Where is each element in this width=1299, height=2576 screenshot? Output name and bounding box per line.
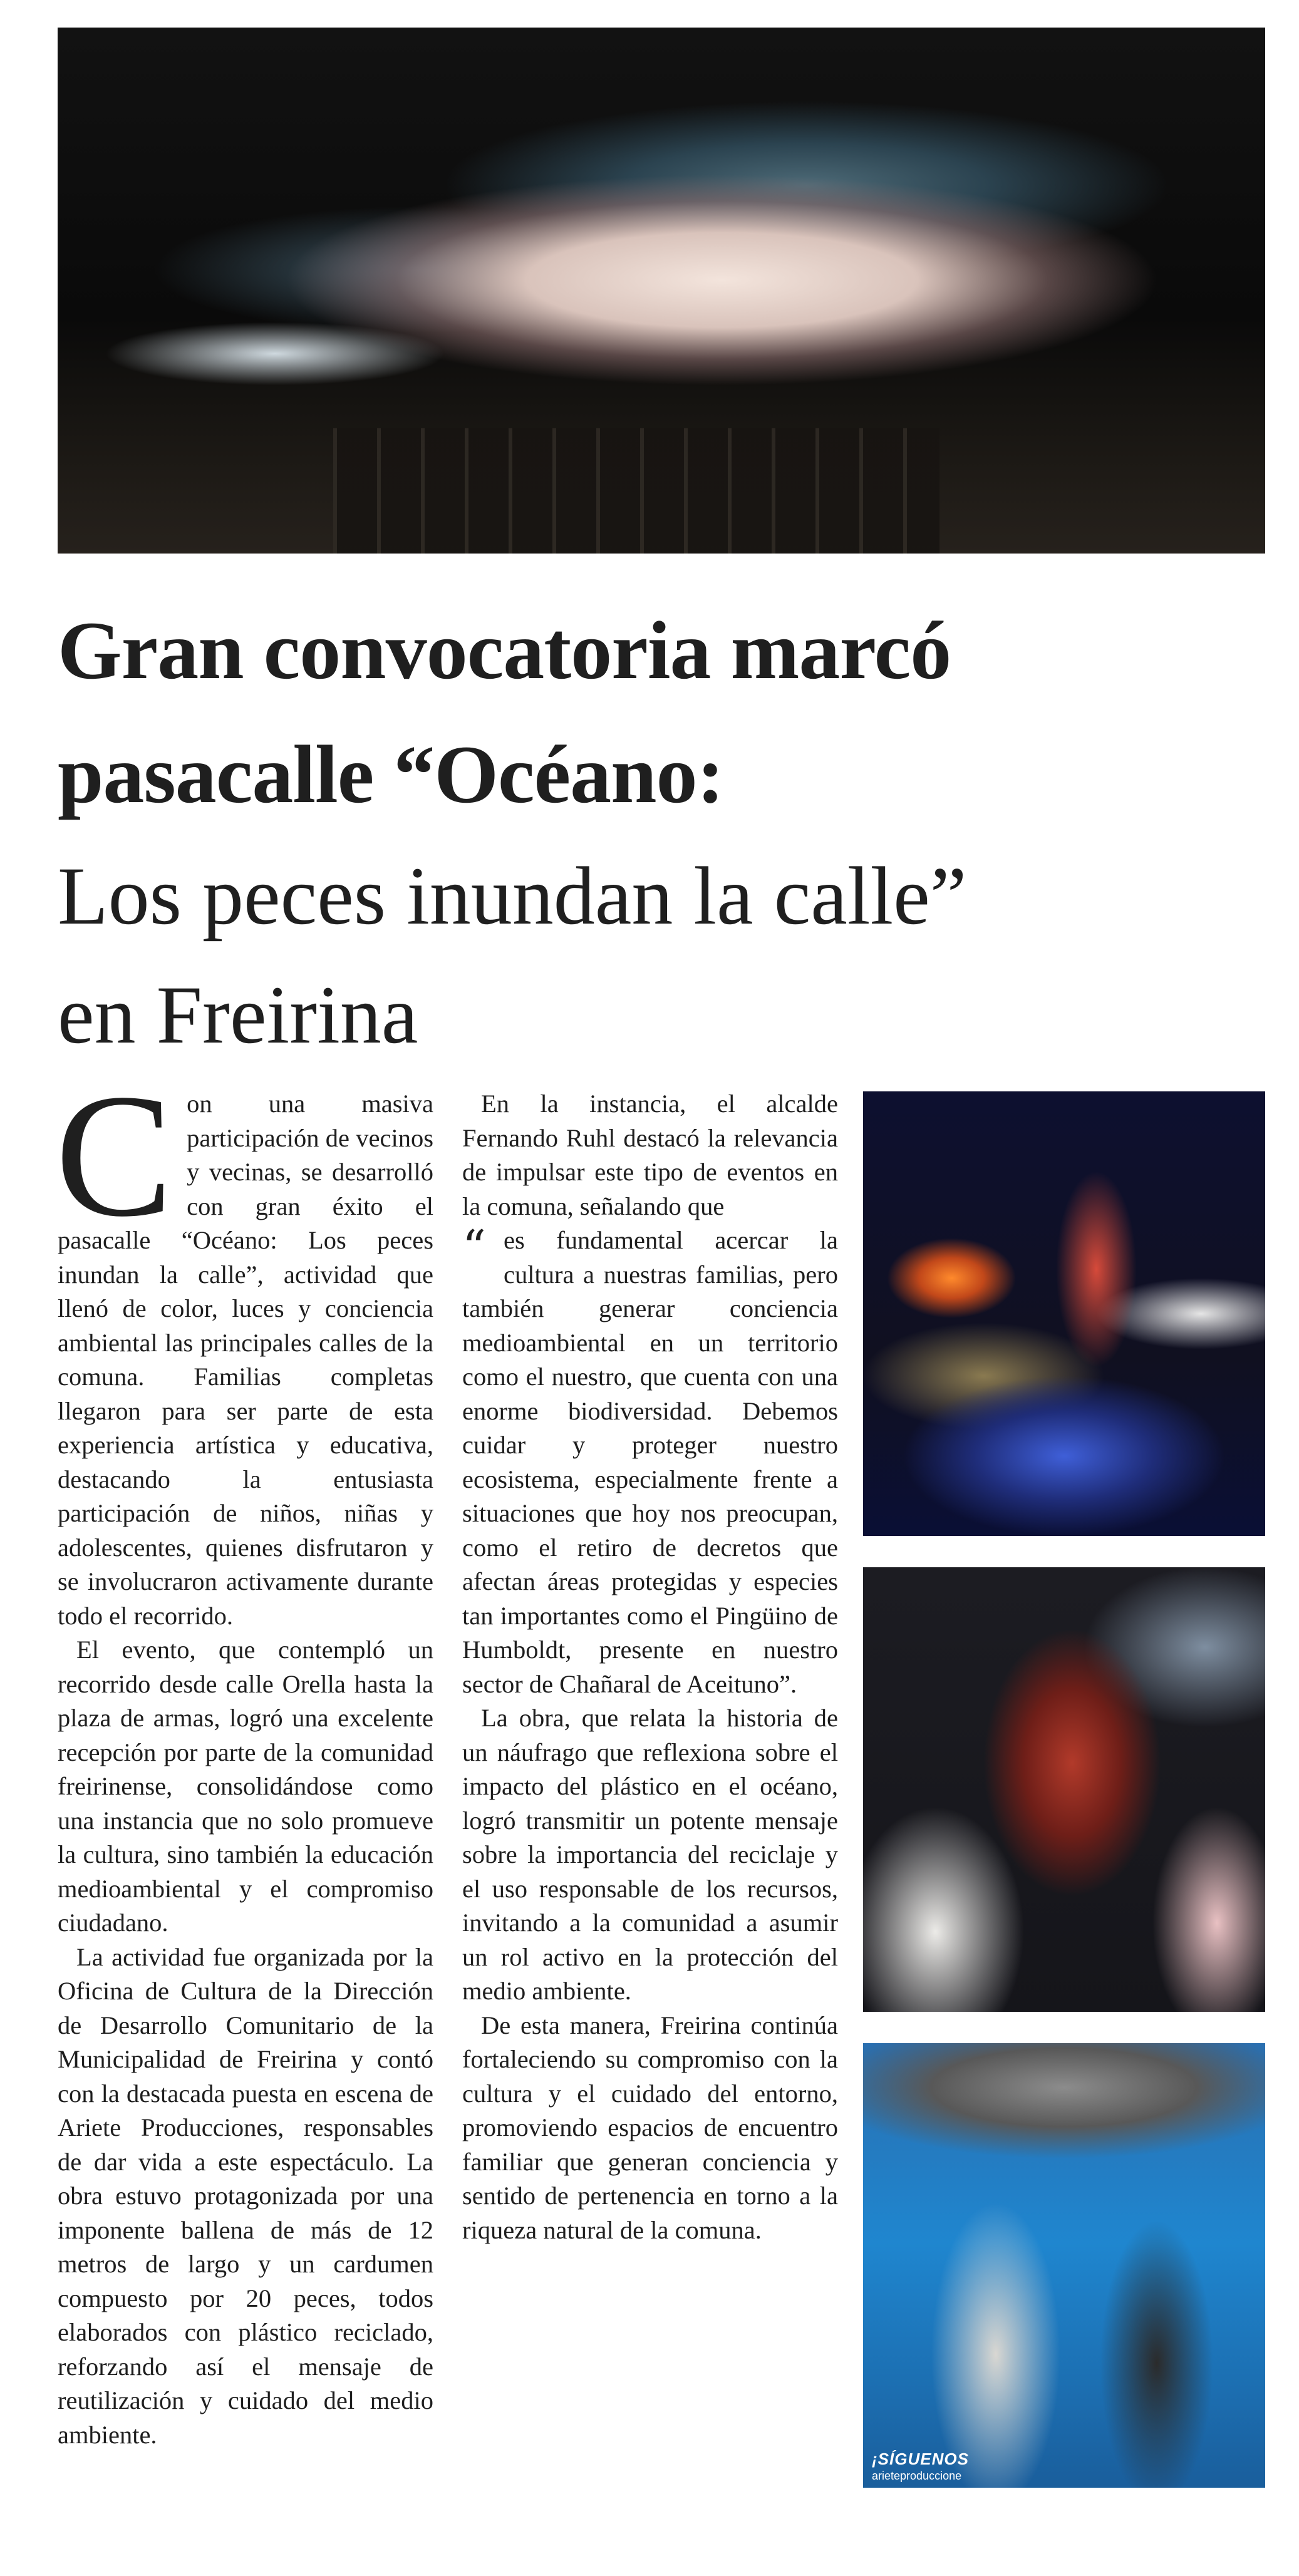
- article-column-2: [462, 1087, 838, 2247]
- paragraph-2: El evento, que contempló un recorrido desde calle Orella hasta la plaza de armas, logró una excelente recepción por parte de la comunidad freirinense, consolidándose como una instancia que no solo promueve la cultura, sino también la educación medioambiental y el compromiso ciudadano.: [58, 1636, 433, 1937]
- headline-regular-line-1: Los peces inundan la calle”: [58, 850, 967, 942]
- headline-bold-line-1: Gran convocatoria marcó: [58, 604, 951, 696]
- quote-text: es fundamental acercar la cultura a nuestras familias, pero también generar conciencia medioambiental en un territorio como el nuestro, que cuenta con una enorme biodiversidad. Debemos cuidar y proteger nuestro ecosistema, especialmente frente a situaciones que hoy nos preocupan, como el retiro de decretos que afectan áreas protegidas y especies tan importantes como el Pingüino de Humboldt, presente en nuestro sector de Chañaral de Aceituno”.: [462, 1226, 838, 1698]
- illuminated-fish-photo: [863, 1091, 1265, 1536]
- article-headline: [58, 589, 1265, 1074]
- paragraph-3: La actividad fue organizada por la Oficina de Cultura de la Dirección de Desarrollo Comunitario de la Municipalidad de Freirina y contó con la destacada puesta en escena de Ariete Producciones, responsables de dar vida a este espectáculo. La obra estuvo protagonizada por una imponente ballena de más de 12 metros de largo y un cardumen compuesto por 20 peces, todos elaborados con plástico reciclado, reforzando así el mensaje de reutilización y cuidado del medio ambiente.: [58, 1942, 433, 2449]
- paragraph-intro: [55, 1058, 433, 1633]
- parade-float-structure: [333, 428, 939, 554]
- paragraph-intro-text: on una masiva participación de vecinos y vecinas, se desarrolló con gran éxito el pasacalle “Océano: Los peces inundan la calle”, actividad que llenó de color, luces y conciencia ambiental las principales calles de la comuna. Familias completas llegaron para ser parte de esta experiencia artística y educativa, destacando la entusiasta participación de niños, niñas y adolescentes, quienes disfrutaron y se involucraron activamente durante todo el recorrido.: [58, 1090, 433, 1630]
- hero-photo: [58, 28, 1265, 554]
- photo-watermark: ¡SÍGUENOS: [872, 2450, 969, 2468]
- children-audience-photo: [863, 1567, 1265, 2012]
- photo-watermark-handle: arieteproduccione: [872, 2470, 962, 2482]
- headline-regular-line-2: en Freirina: [58, 969, 418, 1061]
- drop-cap: C: [55, 1058, 173, 1253]
- paragraph-6: La obra, que relata la historia de un náufrago que reflexiona sobre el impacto del plástico en el océano, logró transmitir un potente mensaje sobre la importancia del reciclaje y el uso responsable de los recursos, invitando a la comunidad a asumir un rol activo en la protección del medio ambiente.: [462, 1704, 838, 2005]
- quote-mark-icon: “: [462, 1220, 486, 1274]
- paragraph-7: De esta manera, Freirina continúa fortaleciendo su compromiso con la cultura y el cuidado del entorno, promoviendo espacios de encuentro familiar que generan conciencia y sentido de pertenencia en torno a la riqueza natural de la comuna.: [462, 2011, 838, 2244]
- article-column-1: [55, 1058, 433, 2452]
- headline-bold-line-2: pasacalle “Océano:: [58, 728, 724, 820]
- speakers-stage-photo: [863, 2043, 1265, 2488]
- paragraph-quote: [462, 1220, 838, 1701]
- paragraph-4: En la instancia, el alcalde Fernando Ruhl destacó la relevancia de impulsar este tipo de eventos en la comuna, señalando que: [462, 1090, 838, 1220]
